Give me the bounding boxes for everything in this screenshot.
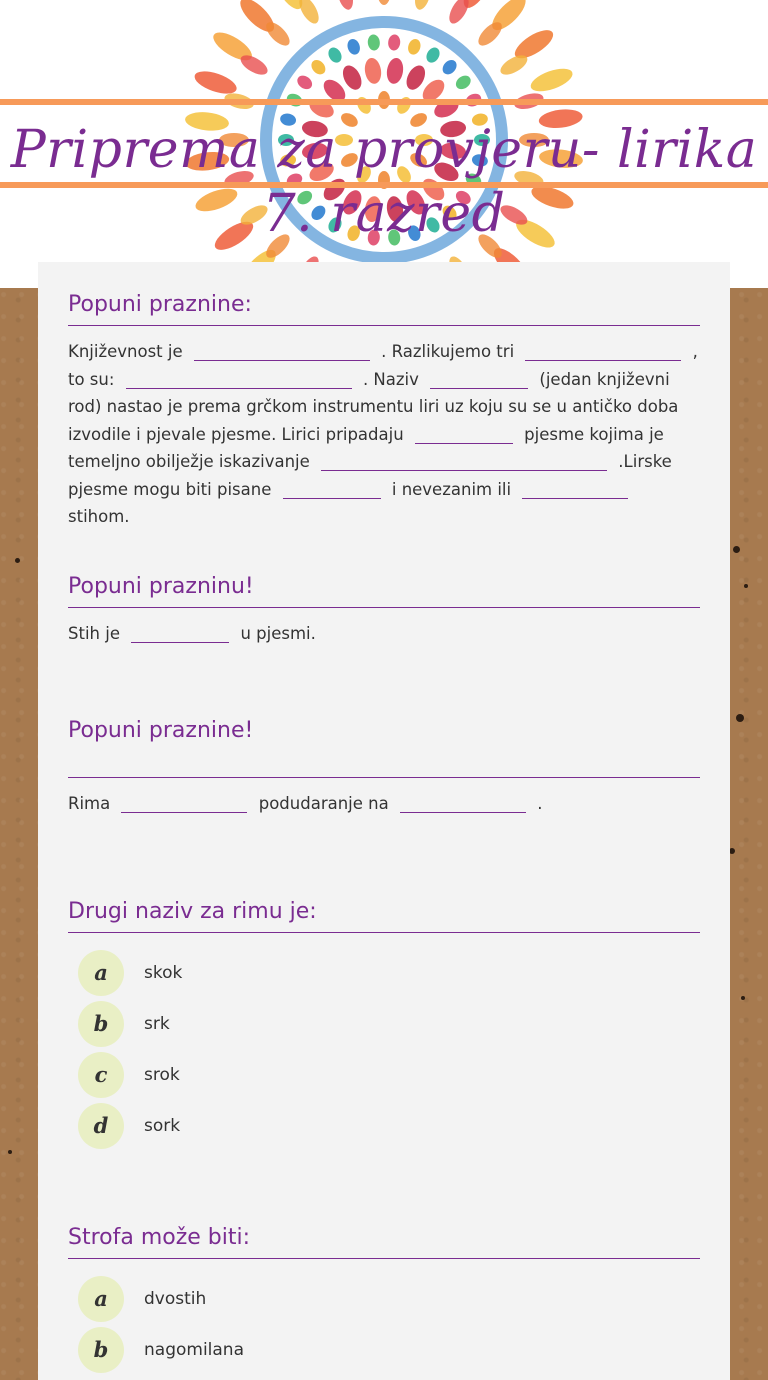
background-speck [733, 546, 740, 553]
worksheet-title: Priprema za provjeru- lirika 7. razred [10, 120, 758, 244]
choice-option[interactable] [68, 1324, 700, 1375]
section-text [68, 338, 700, 531]
blank-input[interactable] [131, 622, 229, 643]
choice-label: srk [144, 1013, 170, 1034]
text-run: . Naziv [362, 369, 419, 389]
worksheet [38, 262, 730, 1380]
choice-letter-badge: a [78, 950, 124, 996]
text-run: Književnost je [68, 342, 183, 361]
choice-option[interactable] [68, 1049, 700, 1100]
choice-label: srok [144, 1064, 180, 1085]
background-speck [736, 714, 744, 722]
section-heading: Drugi naziv za rimu je: [68, 899, 700, 933]
text-run: , [692, 342, 698, 361]
section-heading: Popuni praznine: [68, 292, 700, 326]
choice-option[interactable] [68, 1273, 700, 1324]
choice-label: dvostih [144, 1288, 207, 1309]
background-speck [8, 1150, 12, 1154]
choice-option[interactable] [68, 998, 700, 1049]
choice-label: sork [144, 1115, 181, 1136]
background-speck [744, 584, 748, 588]
section-heading: Popuni praznine! [68, 718, 700, 778]
choice-option[interactable] [68, 1100, 700, 1151]
text-run: stihom. [68, 507, 130, 526]
blank-input[interactable] [525, 340, 681, 361]
choice-label: nagomilana [144, 1339, 244, 1360]
section-multiple-choice-strofa [68, 1225, 700, 1375]
text-run: to su: [68, 369, 115, 389]
section-fill-blank-2 [68, 574, 700, 648]
section-heading: Strofa može biti: [68, 1225, 700, 1259]
text-run: u pjesmi. [240, 624, 316, 643]
choice-letter-badge: a [78, 1276, 124, 1322]
top-stripe [0, 99, 768, 105]
background-speck [741, 996, 745, 1000]
blank-input[interactable] [400, 792, 526, 813]
choice-letter-badge: d [78, 1103, 124, 1149]
section-text [68, 620, 700, 648]
blank-input[interactable] [126, 368, 352, 389]
text-run: Rima [68, 794, 111, 813]
blank-input[interactable] [194, 340, 370, 361]
choice-letter-badge: b [78, 1001, 124, 1047]
blank-input[interactable] [121, 792, 247, 813]
choice-letter-badge: b [78, 1327, 124, 1373]
choice-label: skok [144, 962, 183, 983]
blank-input[interactable] [522, 478, 628, 499]
text-run: . Razlikujemo tri [381, 342, 515, 361]
blank-input[interactable] [321, 450, 607, 471]
choice-option[interactable] [68, 947, 700, 998]
blank-input[interactable] [415, 423, 513, 444]
section-text [68, 790, 700, 818]
section-fill-blanks-1 [68, 292, 700, 531]
text-run: .Lirske pjesme mogu biti pisane [68, 452, 672, 499]
background-speck [15, 558, 20, 563]
text-run: pjesme kojima je temeljno obilježje iskazivanje [68, 424, 664, 471]
text-run: i nevezanim ili [391, 479, 512, 499]
blank-input[interactable] [283, 478, 381, 499]
text-run: (jedan književni rod) nastao je prema grčkom instrumentu liri uz koju su se u antičko doba izvodile i pjevale pjesme. Lirici pripadaju [68, 369, 679, 444]
text-run: Stih je [68, 624, 120, 643]
section-fill-blanks-3 [68, 718, 700, 818]
choice-list [68, 1273, 700, 1375]
text-run: podudaranje na [258, 794, 389, 813]
section-multiple-choice-rima [68, 899, 700, 1151]
text-run: . [537, 794, 543, 813]
choice-letter-badge: c [78, 1052, 124, 1098]
choice-list [68, 947, 700, 1151]
header-banner [0, 0, 768, 288]
section-heading: Popuni prazninu! [68, 574, 700, 608]
blank-input[interactable] [430, 368, 528, 389]
